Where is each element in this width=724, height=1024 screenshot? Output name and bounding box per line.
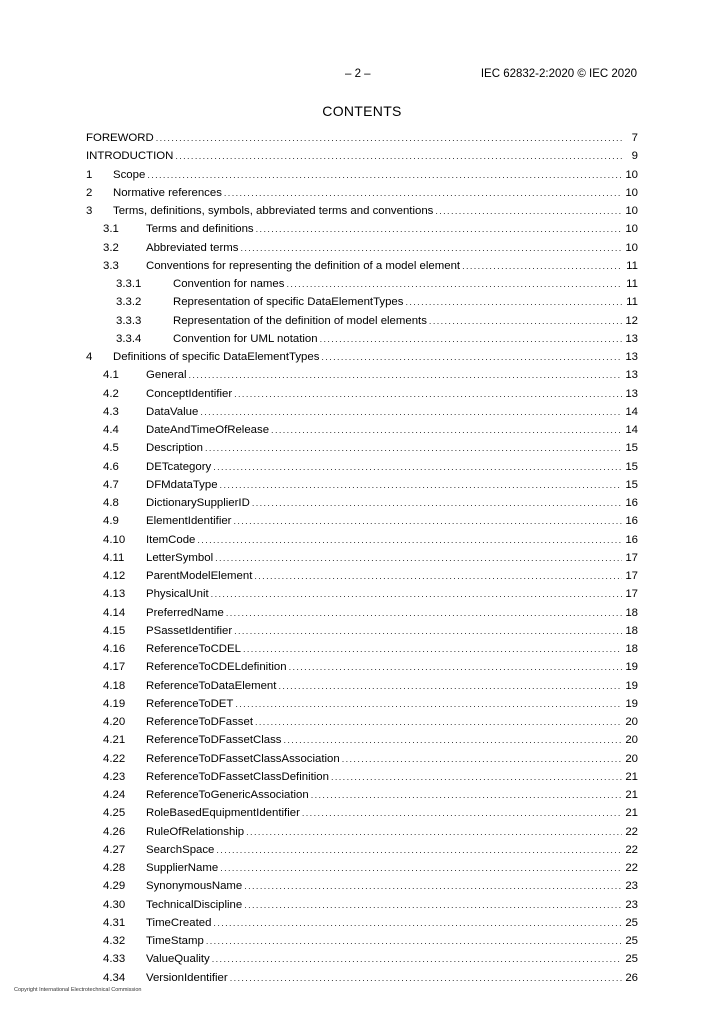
- toc-entry-page: 20: [625, 752, 638, 765]
- toc-entry-title: DETcategory: [146, 460, 212, 473]
- toc-entry-number: 4.12: [103, 570, 126, 582]
- toc-entry-title: SupplierName: [146, 862, 219, 874]
- toc-entry[interactable]: [86, 622, 638, 640]
- toc-entry[interactable]: [86, 713, 638, 731]
- dot-leader: [302, 804, 622, 822]
- toc-entry-title: PreferredName: [146, 606, 224, 619]
- toc-entry-title: Abbreviated terms: [146, 241, 239, 254]
- toc-entry-number: 4.27: [103, 843, 126, 856]
- toc-entry-number: 4.2: [103, 387, 119, 400]
- toc-entry-page: 25: [625, 953, 638, 966]
- toc-entry-page: 13: [625, 369, 638, 382]
- toc-entry-page: 17: [625, 551, 638, 564]
- toc-entry-page: 16: [625, 533, 638, 546]
- toc-entry-page: 10: [625, 241, 638, 254]
- toc-entry-page: 19: [625, 697, 638, 710]
- dot-leader: [233, 512, 622, 530]
- toc-entry[interactable]: [86, 677, 638, 695]
- dot-leader: [331, 768, 622, 786]
- toc-entry[interactable]: [86, 896, 638, 914]
- dot-leader: [255, 713, 622, 731]
- toc-entry-number: 4.16: [103, 643, 126, 655]
- toc-entry-title: DateAndTimeOfRelease: [146, 424, 270, 436]
- dot-leader: [156, 129, 622, 147]
- dot-leader: [212, 950, 622, 968]
- toc-entry-page: 18: [625, 624, 638, 637]
- toc-entry-page: 10: [625, 223, 638, 236]
- dot-leader: [252, 494, 622, 512]
- toc-entry[interactable]: [86, 841, 638, 859]
- dot-leader: [235, 695, 622, 713]
- toc-entry[interactable]: [86, 184, 638, 202]
- toc-entry-title: Scope: [113, 168, 146, 181]
- toc-entry-page: 23: [625, 898, 638, 911]
- toc-entry-page: 16: [625, 497, 638, 509]
- toc-entry[interactable]: [86, 239, 638, 257]
- toc-entry-number: 4.5: [103, 442, 119, 455]
- toc-entry-page: 11: [626, 278, 638, 290]
- toc-entry[interactable]: [86, 640, 638, 658]
- toc-entry[interactable]: [86, 604, 638, 622]
- toc-entry[interactable]: [86, 950, 638, 968]
- dot-leader: [429, 312, 622, 330]
- toc-entry-number: 3.3.3: [116, 314, 142, 327]
- dot-leader: [189, 366, 622, 384]
- toc-entry-page: 17: [625, 570, 638, 582]
- toc-entry-page: 10: [625, 205, 638, 217]
- toc-entry-page: 14: [625, 424, 638, 436]
- toc-entry-page: 20: [625, 734, 638, 747]
- toc-entry-page: 15: [625, 478, 638, 491]
- dot-leader: [220, 476, 622, 494]
- toc-entry-page: 13: [625, 387, 638, 400]
- dot-leader: [215, 549, 622, 567]
- toc-entry-number: 4.8: [103, 497, 119, 509]
- toc-entry-number: 4.1: [103, 369, 119, 382]
- toc-entry-title: ElementIdentifier: [146, 515, 232, 528]
- toc-entry-number: 4.13: [103, 588, 126, 601]
- toc-entry-title: SearchSpace: [146, 843, 215, 856]
- dot-leader: [256, 220, 622, 238]
- dot-leader: [213, 458, 622, 476]
- dot-leader: [342, 750, 622, 768]
- toc-entry-number: 3: [86, 205, 93, 217]
- dot-leader: [234, 385, 622, 403]
- dot-leader: [205, 439, 622, 457]
- toc-entry-page: 13: [625, 351, 638, 363]
- toc-entry-title: Terms, definitions, symbols, abbreviated terms and conventions: [113, 205, 434, 217]
- toc-entry[interactable]: [86, 257, 638, 275]
- toc-entry[interactable]: [86, 275, 638, 293]
- dot-leader: [197, 531, 622, 549]
- toc-entry-page: 7: [631, 132, 638, 144]
- toc-entry-title: ReferenceToGenericAssociation: [146, 789, 309, 801]
- toc-entry[interactable]: [86, 531, 638, 549]
- toc-entry[interactable]: [86, 403, 638, 421]
- toc-entry-page: 16: [625, 515, 638, 528]
- toc-entry-page: 14: [625, 405, 638, 418]
- toc-entry[interactable]: [86, 731, 638, 749]
- toc-entry[interactable]: [86, 385, 638, 403]
- toc-entry-number: 4.7: [103, 478, 119, 491]
- toc-entry-title: DFMdataType: [146, 478, 218, 491]
- toc-entry-title: PhysicalUnit: [146, 588, 209, 601]
- toc-entry-number: 3.3.2: [116, 296, 142, 309]
- toc-entry-page: 12: [625, 314, 638, 327]
- toc-entry[interactable]: [86, 312, 638, 330]
- dot-leader: [230, 969, 622, 987]
- dot-leader: [213, 914, 622, 932]
- toc-entry-number: 4.33: [103, 953, 126, 966]
- toc-entry-title: ParentModelElement: [146, 570, 253, 582]
- toc-entry-title: Representation of specific DataElementTypes: [173, 296, 404, 309]
- toc-entry-number: 4.14: [103, 606, 126, 619]
- toc-entry-number: 4.3: [103, 405, 119, 418]
- toc-entry-page: 13: [625, 332, 638, 345]
- toc-entry-number: 4.10: [103, 533, 126, 546]
- toc-entry-title: General: [146, 369, 187, 382]
- toc-entry-title: DataValue: [146, 405, 199, 418]
- toc-entry[interactable]: [86, 129, 638, 147]
- page-header: [0, 68, 724, 86]
- dot-leader: [224, 184, 622, 202]
- dot-leader: [244, 877, 622, 895]
- dot-leader: [254, 567, 622, 585]
- toc-entry-title: ValueQuality: [146, 953, 210, 966]
- toc-entry-page: 15: [625, 460, 638, 473]
- dot-leader: [405, 293, 622, 311]
- toc-entry-page: 25: [625, 935, 638, 947]
- toc-entry[interactable]: [86, 439, 638, 457]
- toc-entry-number: 4.24: [103, 789, 126, 801]
- dot-leader: [286, 275, 622, 293]
- toc-entry-page: 11: [626, 259, 638, 272]
- toc-entry-title: Normative references: [113, 186, 222, 199]
- toc-entry-title: LetterSymbol: [146, 551, 214, 564]
- toc-entry-number: 4.32: [103, 935, 126, 947]
- dot-leader: [200, 403, 622, 421]
- dot-leader: [175, 147, 622, 165]
- toc-entry-title: ReferenceToDFassetClassAssociation: [146, 752, 340, 765]
- toc-entry[interactable]: [86, 969, 638, 987]
- toc-entry-number: 4.29: [103, 880, 126, 893]
- toc-entry-title: ReferenceToDataElement: [146, 679, 277, 692]
- toc-entry-page: 26: [625, 971, 638, 984]
- toc-entry-page: 21: [625, 789, 638, 801]
- toc-entry[interactable]: [86, 932, 638, 950]
- toc-entry-number: 4.19: [103, 697, 126, 710]
- dot-leader: [289, 658, 622, 676]
- dot-leader: [462, 257, 622, 275]
- dot-leader: [320, 330, 622, 348]
- toc-entry-number: 4.26: [103, 825, 126, 838]
- toc-entry-number: 3.3: [103, 259, 119, 272]
- contents-title: CONTENTS: [322, 103, 402, 119]
- toc-entry-page: 22: [625, 843, 638, 856]
- toc-entry-page: 15: [625, 442, 638, 455]
- toc-entry[interactable]: [86, 220, 638, 238]
- toc-entry-page: 21: [625, 807, 638, 820]
- toc-entry-page: 22: [625, 825, 638, 838]
- table-of-contents: [86, 129, 638, 987]
- toc-entry-number: 3.2: [103, 241, 119, 254]
- toc-entry[interactable]: [86, 421, 638, 439]
- toc-entry-title: Description: [146, 442, 203, 455]
- toc-entry-number: 2: [86, 186, 93, 199]
- toc-entry-title: DictionarySupplierID: [146, 497, 250, 509]
- dot-leader: [278, 677, 622, 695]
- dot-leader: [240, 239, 622, 257]
- toc-entry-number: 3.3.1: [116, 278, 142, 290]
- dot-leader: [435, 202, 622, 220]
- toc-entry-number: 4.17: [103, 661, 126, 674]
- toc-entry[interactable]: [86, 658, 638, 676]
- dot-leader: [216, 841, 622, 859]
- dot-leader: [234, 622, 622, 640]
- toc-entry-title: ConceptIdentifier: [146, 387, 233, 400]
- toc-entry-number: 4: [86, 351, 93, 363]
- toc-entry-page: 19: [625, 679, 638, 692]
- toc-entry-number: 4.15: [103, 624, 126, 637]
- dot-leader: [321, 348, 622, 366]
- toc-entry-page: 25: [625, 916, 638, 929]
- toc-entry-number: 4.9: [103, 515, 119, 528]
- toc-entry[interactable]: [86, 768, 638, 786]
- toc-entry-title: TimeCreated: [146, 916, 212, 929]
- toc-entry-number: 4.23: [103, 770, 126, 783]
- toc-entry-page: 23: [625, 880, 638, 893]
- toc-entry[interactable]: [86, 567, 638, 585]
- toc-entry[interactable]: [86, 549, 638, 567]
- toc-entry-title: PSassetIdentifier: [146, 624, 233, 637]
- toc-entry-title: RuleOfRelationship: [146, 825, 245, 838]
- toc-entry-page: 17: [625, 588, 638, 601]
- toc-entry[interactable]: [86, 293, 638, 311]
- toc-entry-title: Conventions for representing the definition of a model element: [146, 259, 461, 272]
- dot-leader: [211, 585, 622, 603]
- standard-reference: IEC 62832-2:2020 © IEC 2020: [480, 68, 637, 80]
- toc-entry[interactable]: [86, 750, 638, 768]
- dot-leader: [271, 421, 622, 439]
- toc-entry-page: 18: [625, 643, 638, 655]
- toc-entry-number: 4.6: [103, 460, 119, 473]
- dot-leader: [243, 640, 622, 658]
- toc-entry-page: 18: [625, 606, 638, 619]
- page-number: – 2 –: [345, 68, 371, 80]
- dot-leader: [226, 604, 622, 622]
- toc-entry-page: 11: [626, 296, 638, 309]
- toc-entry-title: Convention for UML notation: [173, 332, 318, 345]
- toc-entry-number: 4.21: [103, 734, 126, 747]
- toc-entry-page: 20: [625, 716, 638, 728]
- toc-entry[interactable]: [86, 458, 638, 476]
- toc-entry-title: ItemCode: [146, 533, 196, 546]
- toc-entry-number: 4.11: [103, 551, 125, 564]
- toc-entry-number: 4.28: [103, 862, 126, 874]
- dot-leader: [246, 823, 622, 841]
- toc-entry[interactable]: [86, 330, 638, 348]
- dot-leader: [244, 896, 622, 914]
- toc-entry-number: 4.22: [103, 752, 126, 765]
- dot-leader: [220, 859, 622, 877]
- toc-entry-title: RoleBasedEquipmentIdentifier: [146, 807, 300, 820]
- toc-entry-title: FOREWORD: [86, 132, 154, 144]
- copyright-footer: Copyright International Electrotechnical Commission: [14, 987, 142, 993]
- toc-entry-title: Convention for names: [173, 278, 285, 290]
- toc-entry-page: 10: [625, 168, 638, 181]
- toc-entry-title: Definitions of specific DataElementTypes: [113, 351, 320, 363]
- dot-leader: [311, 786, 622, 804]
- toc-entry[interactable]: [86, 202, 638, 220]
- toc-entry-number: 4.30: [103, 898, 126, 911]
- toc-entry-number: 4.20: [103, 716, 126, 728]
- toc-entry-number: 4.34: [103, 971, 126, 984]
- dot-leader: [206, 932, 622, 950]
- dot-leader: [283, 731, 622, 749]
- toc-entry[interactable]: [86, 877, 638, 895]
- toc-entry-title: ReferenceToDFasset: [146, 716, 253, 728]
- toc-entry[interactable]: [86, 823, 638, 841]
- toc-entry-number: 4.25: [103, 807, 126, 820]
- dot-leader: [147, 166, 622, 184]
- toc-entry-title: SynonymousName: [146, 880, 243, 893]
- toc-entry-number: 4.4: [103, 424, 119, 436]
- toc-entry-title: ReferenceToDFassetClass: [146, 734, 282, 747]
- toc-entry-title: Terms and definitions: [146, 223, 254, 236]
- toc-entry[interactable]: [86, 494, 638, 512]
- toc-entry[interactable]: [86, 804, 638, 822]
- toc-entry-title: ReferenceToCDEL: [146, 643, 241, 655]
- toc-entry[interactable]: [86, 695, 638, 713]
- toc-entry[interactable]: [86, 859, 638, 877]
- toc-entry-number: 4.31: [103, 916, 126, 929]
- toc-entry-title: ReferenceToCDELdefinition: [146, 661, 287, 674]
- toc-entry-number: 4.18: [103, 679, 126, 692]
- toc-entry-number: 3.1: [103, 223, 119, 236]
- toc-entry-page: 22: [625, 862, 638, 874]
- toc-entry[interactable]: [86, 166, 638, 184]
- toc-entry[interactable]: [86, 914, 638, 932]
- toc-entry-title: VersionIdentifier: [146, 971, 228, 984]
- toc-entry[interactable]: [86, 512, 638, 530]
- toc-entry-page: 10: [625, 186, 638, 199]
- toc-entry-page: 21: [625, 770, 638, 783]
- toc-entry-number: 3.3.4: [116, 332, 142, 345]
- toc-entry[interactable]: [86, 348, 638, 366]
- toc-entry-title: ReferenceToDET: [146, 697, 234, 710]
- toc-entry-title: INTRODUCTION: [86, 150, 174, 163]
- toc-entry-page: 9: [631, 150, 638, 163]
- toc-entry-title: TechnicalDiscipline: [146, 898, 243, 911]
- toc-entry-title: ReferenceToDFassetClassDefinition: [146, 770, 329, 783]
- toc-entry[interactable]: [86, 476, 638, 494]
- toc-entry[interactable]: [86, 366, 638, 384]
- toc-entry-title: TimeStamp: [146, 935, 204, 947]
- toc-entry-page: 19: [625, 661, 638, 674]
- toc-entry-title: Representation of the definition of model elements: [173, 314, 427, 327]
- toc-entry[interactable]: [86, 786, 638, 804]
- toc-entry[interactable]: [86, 585, 638, 603]
- toc-entry[interactable]: [86, 147, 638, 165]
- toc-entry-number: 1: [86, 168, 93, 181]
